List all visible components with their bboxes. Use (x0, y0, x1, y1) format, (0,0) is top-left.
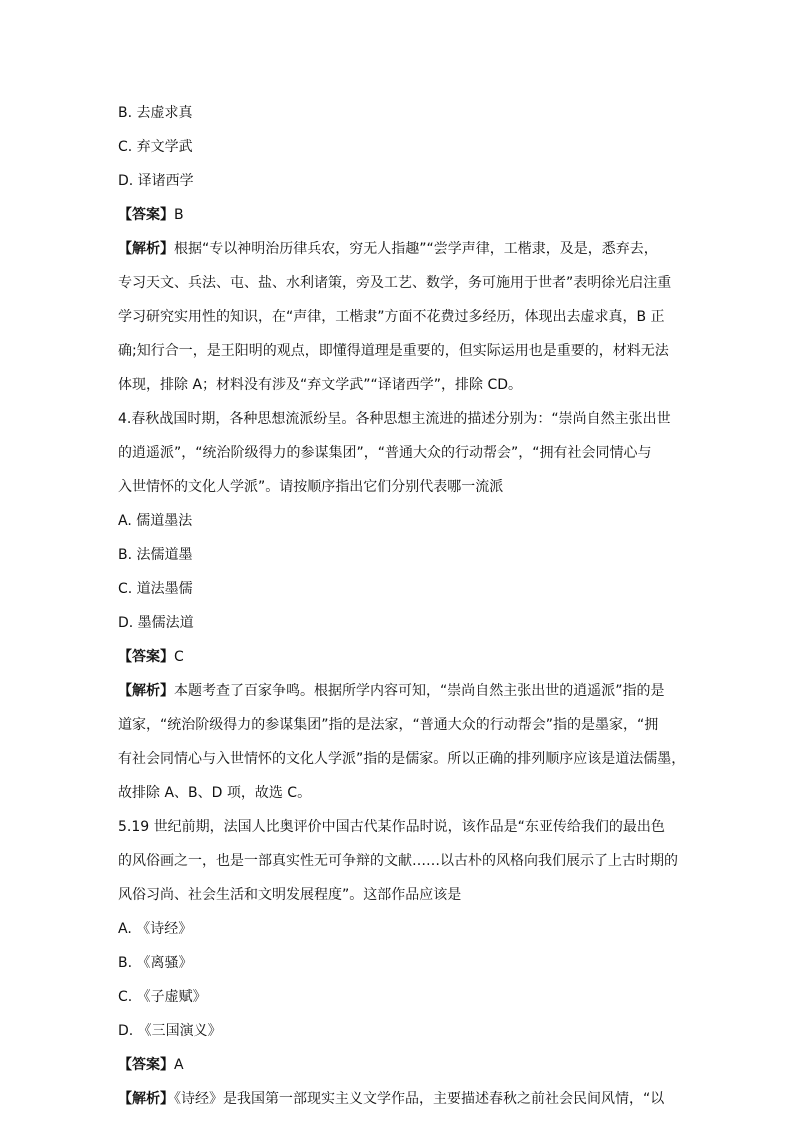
analysis-line: 道家，“统治阶级得力的参谋集团”指的是法家，“普通大众的行动帮会”指的是墨家，“拥 (118, 717, 659, 733)
analysis-line: 学习研究实用性的知识，在“声律，工楷隶”方面不花费过多经历，体现出去虚求真，B 正 (118, 309, 665, 325)
analysis-line: 专习天文、兵法、屯、盐、水利诸策，旁及工艺、数学，务可施用于世者”表明徐光启注重 (118, 275, 672, 291)
q3-option-d: D. 译诸西学 (118, 173, 194, 189)
answer-value: C (174, 649, 184, 665)
q5-option-a: A. 《诗经》 (118, 921, 193, 937)
analysis-tag: 【解析】 (118, 1091, 174, 1107)
analysis-line: 有社会同情心与入世情怀的文化人学派”指的是儒家。所以正确的排列顺序应该是道法儒墨， (118, 751, 686, 767)
q5-option-d: D. 《三国演义》 (118, 1023, 222, 1039)
stem-line: 的逍遥派”，“统治阶级得力的参谋集团”，“普通大众的行动帮会”，“拥有社会同情心与 (118, 445, 652, 461)
analysis-line: 故排除 A、B、D 项，故选 C。 (118, 785, 312, 801)
q4-option-a: A. 儒道墨法 (118, 513, 193, 529)
answer-tag: 【答案】 (118, 207, 174, 223)
stem-line: 入世情怀的文化人学派”。请按顺序指出它们分别代表哪一流派 (118, 479, 504, 495)
answer-value: A (174, 1057, 184, 1073)
analysis-line: 【解析】本题考查了百家争鸣。根据所学内容可知，“崇尚自然主张出世的逍遥派”指的是 (118, 683, 665, 699)
answer-tag: 【答案】 (118, 649, 174, 665)
analysis-line: 体现，排除 A；材料没有涉及“弃文学武”“译诸西学”，排除 CD。 (118, 377, 523, 393)
q5-stem (118, 810, 678, 912)
q5-answer (118, 1048, 678, 1082)
answer-tag: 【答案】 (118, 1057, 174, 1073)
stem-line: 的风俗画之一，也是一部真实性无可争辩的文献……以古朴的风格向我们展示了上古时期的 (118, 853, 678, 869)
answer-value: B (174, 207, 184, 223)
analysis-line: 【解析】根据“专以神明治历律兵农，穷无人指趣”“尝学声律，工楷隶，及是，悉弃去， (118, 241, 658, 257)
q4-option-b: B. 法儒道墨 (118, 547, 193, 563)
q4-analysis (118, 674, 686, 810)
analysis-tag: 【解析】 (118, 683, 174, 699)
q5-option-b: B. 《离骚》 (118, 955, 193, 971)
document-page (118, 96, 686, 1116)
stem-line: 风俗习尚、社会生活和文明发展程度”。这部作品应该是 (118, 887, 462, 903)
q3-analysis (118, 232, 678, 402)
q4-option-d: D. 墨儒法道 (118, 615, 194, 631)
q5-option-c: C. 《子虚赋》 (118, 989, 207, 1005)
stem-line: 5.19 世纪前期，法国人比奥评价中国古代某作品时说，该作品是“东亚传给我们的最出色 (118, 819, 665, 835)
q3-option-b: B. 去虚求真 (118, 105, 193, 121)
q4-stem (118, 402, 678, 504)
stem-line: 4.春秋战国时期，各种思想流派纷呈。各种思想主流进的描述分别为：“崇尚自然主张出世 (118, 411, 671, 427)
analysis-line: 确;知行合一，是王阳明的观点，即懂得道理是重要的，但实际运用也是重要的，材料无法 (118, 343, 669, 359)
analysis-line: 【解析】《诗经》是我国第一部现实主义文学作品，主要描述春秋之前社会民间风情，“以 (118, 1091, 665, 1107)
q3-option-c: C. 弃文学武 (118, 139, 193, 155)
q4-option-c: C. 道法墨儒 (118, 581, 193, 597)
q5-analysis (118, 1082, 678, 1116)
q4-answer (118, 640, 678, 674)
analysis-tag: 【解析】 (118, 241, 174, 257)
q3-answer (118, 198, 678, 232)
